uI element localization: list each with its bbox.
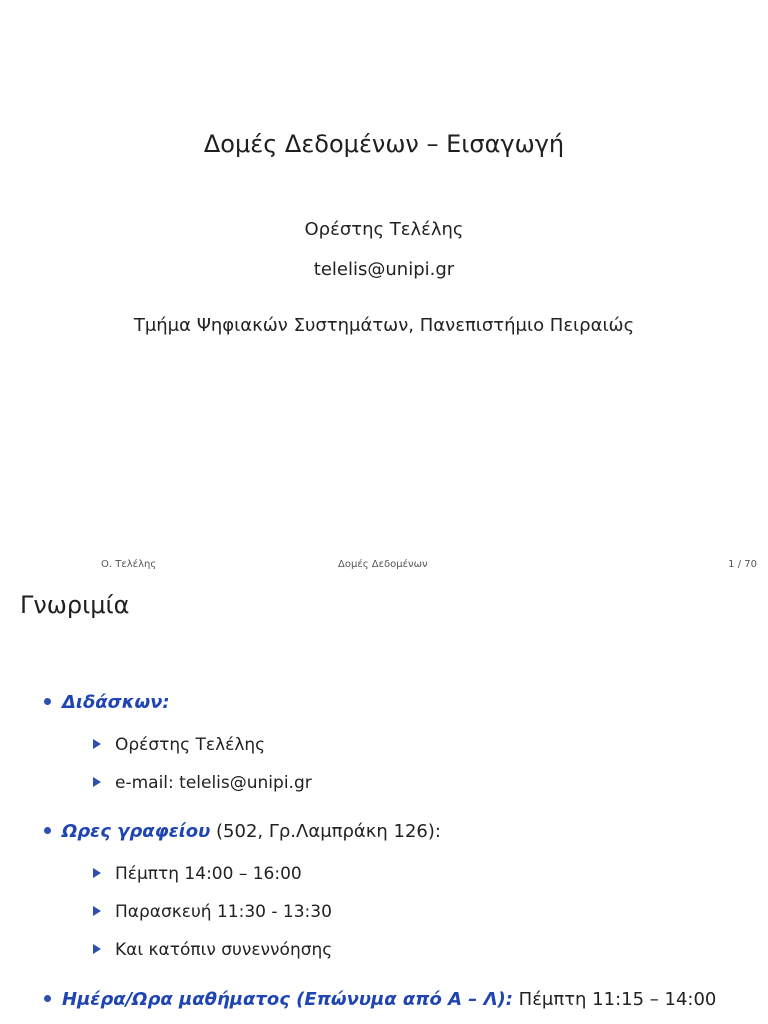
list-item <box>93 773 312 793</box>
triangle-bullet-icon <box>93 739 101 749</box>
lecture-time-label: Ημέρα/Ωρα μαθήματος (Επώνυμα από Α – Λ): <box>62 989 513 1010</box>
author-name: Ορέστης Τελέλης <box>304 219 464 240</box>
office-location: (502, Γρ.Λαμπράκη 126): <box>210 821 441 842</box>
instructor-email: e-mail: telelis@unipi.gr <box>115 773 312 793</box>
office-hours-appointment: Και κατόπιν συνεννόησης <box>115 940 333 960</box>
office-hours-friday: Παρασκευή 11:30 - 13:30 <box>115 902 332 922</box>
presentation-title: Δομές Δεδομένων – Εισαγωγή <box>203 130 565 158</box>
office-hours-label: Ωρες γραφείου <box>62 821 211 842</box>
office-hours-thursday: Πέμπτη 14:00 – 16:00 <box>115 864 302 884</box>
bullet-dot-icon <box>44 827 51 834</box>
lecture-time-bullet <box>44 989 716 1010</box>
author-email: telelis@unipi.gr <box>313 259 455 280</box>
footer-course: Δομές Δεδομένων <box>338 559 428 570</box>
footer-author: Ο. Τελέλης <box>101 559 157 570</box>
bullet-dot-icon <box>44 698 51 705</box>
list-item <box>93 902 332 922</box>
lecture-time-value: Πέμπτη 11:15 – 14:00 <box>512 989 717 1010</box>
bullet-dot-icon <box>44 995 51 1002</box>
instructor-label: Διδάσκων: <box>62 692 170 713</box>
triangle-bullet-icon <box>93 777 101 787</box>
instructor-name: Ορέστης Τελέλης <box>115 735 266 755</box>
footer-page-number: 1 / 70 <box>728 559 757 570</box>
department-affiliation: Τμήμα Ψηφιακών Συστημάτων, Πανεπιστήμιο Πειραιώς <box>133 315 635 336</box>
list-item <box>93 864 302 884</box>
triangle-bullet-icon <box>93 868 101 878</box>
triangle-bullet-icon <box>93 906 101 916</box>
instructor-bullet <box>44 692 170 713</box>
list-item <box>93 735 265 755</box>
slide-footer <box>0 559 768 573</box>
office-hours-bullet <box>44 821 441 842</box>
list-item <box>93 940 332 960</box>
triangle-bullet-icon <box>93 944 101 954</box>
slide-title: Γνωριμία <box>20 591 130 619</box>
